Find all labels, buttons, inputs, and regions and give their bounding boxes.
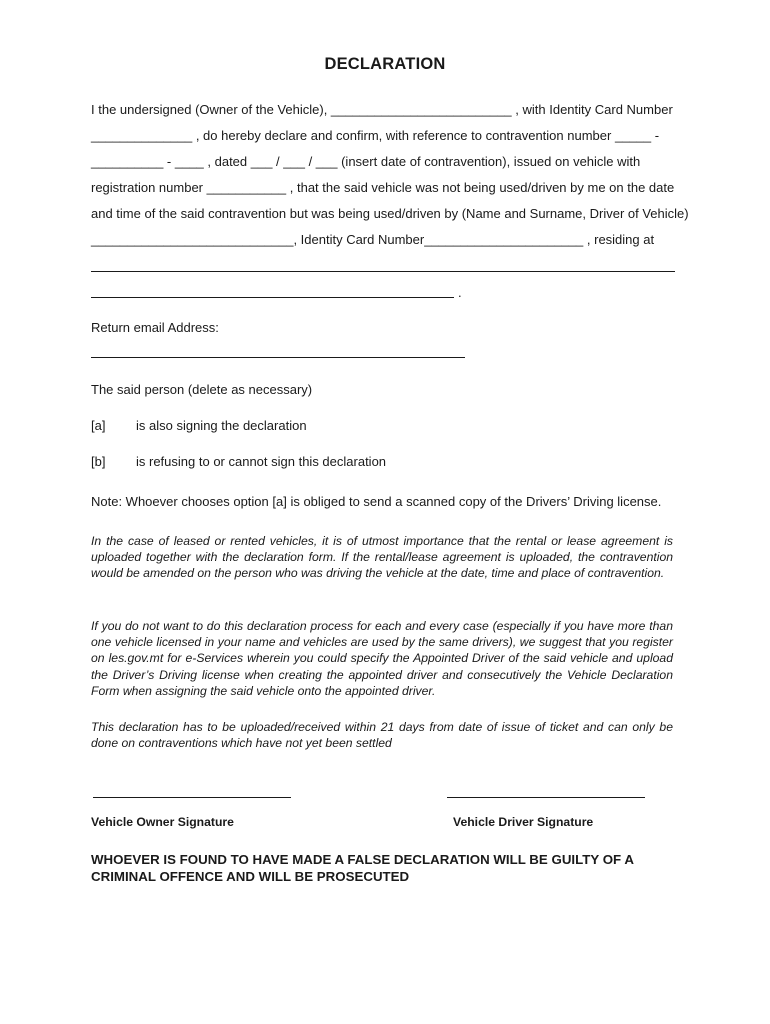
option-a-text: is also signing the declaration [136,418,307,433]
return-email-field-line [91,357,465,358]
date-line: __________ - ____ , dated ___ / ___ / ___ (insert date of contravention), issued on vehicle with [91,154,641,169]
eservices-paragraph: If you do not want to do this declaration process for each and every case (especially if you have more than one vehicle licensed in your name and vehicles are used by the same drivers), we suggest that you register on les.gov.mt for e-Services wherein you could specify the Appointed Driver of the said vehicle and upload the Driver’s Driving license when creating the appointed driver and consecutively the Vehicle Declaration Form when assigning the said vehicle onto the appointed driver. [91,619,673,698]
address-end-mark: . [458,285,462,300]
option-b-text: is refusing to or cannot sign this declaration [136,454,387,469]
deadline-paragraph: This declaration has to be uploaded/received within 21 days from date of issue of ticket and can only be done on contraventions which have not yet been settled [91,720,673,751]
driver-signature-label: Vehicle Driver Signature [453,815,594,829]
page-title: DECLARATION [324,55,446,73]
said-person-heading: The said person (delete as necessary) [91,382,313,397]
option-b-label: [b] [91,454,106,469]
contravention-line: ______________ , do hereby declare and confirm, with reference to contravention number _____ - [91,128,660,143]
return-email-label: Return email Address: [91,320,219,335]
leased-vehicles-paragraph: In the case of leased or rented vehicles, it is of utmost importance that the rental or lease agreement is uploaded together with the declaration form. If the rental/lease agreement is uploaded, the contravention would be amended on the person who was driving the vehicle at the date, time and place of contravention. [91,534,673,581]
option-a-label: [a] [91,418,106,433]
false-declaration-warning: WHOEVER IS FOUND TO HAVE MADE A FALSE DECLARATION WILL BE GUILTY OF A CRIMINAL OFFENCE AND WILL BE PROSECUTED [91,852,634,884]
driver-line: and time of the said contravention but was being used/driven by (Name and Surname, Driver of Vehicle) [91,206,689,221]
driver-signature-line [447,797,645,798]
address-field-line-1 [91,271,675,272]
owner-line: I the undersigned (Owner of the Vehicle), _________________________ , with Identity Card Number [91,102,673,117]
note-text: Note: Whoever chooses option [a] is obliged to send a scanned copy of the Drivers’ Driving license. [91,494,662,509]
owner-signature-label: Vehicle Owner Signature [91,815,234,829]
registration-line: registration number ___________ , that the said vehicle was not being used/driven by me on the date [91,180,675,195]
driver-id-line: ____________________________, Identity Card Number______________________ , residing at [91,232,655,247]
owner-signature-line [93,797,291,798]
address-field-line-2 [91,297,454,298]
